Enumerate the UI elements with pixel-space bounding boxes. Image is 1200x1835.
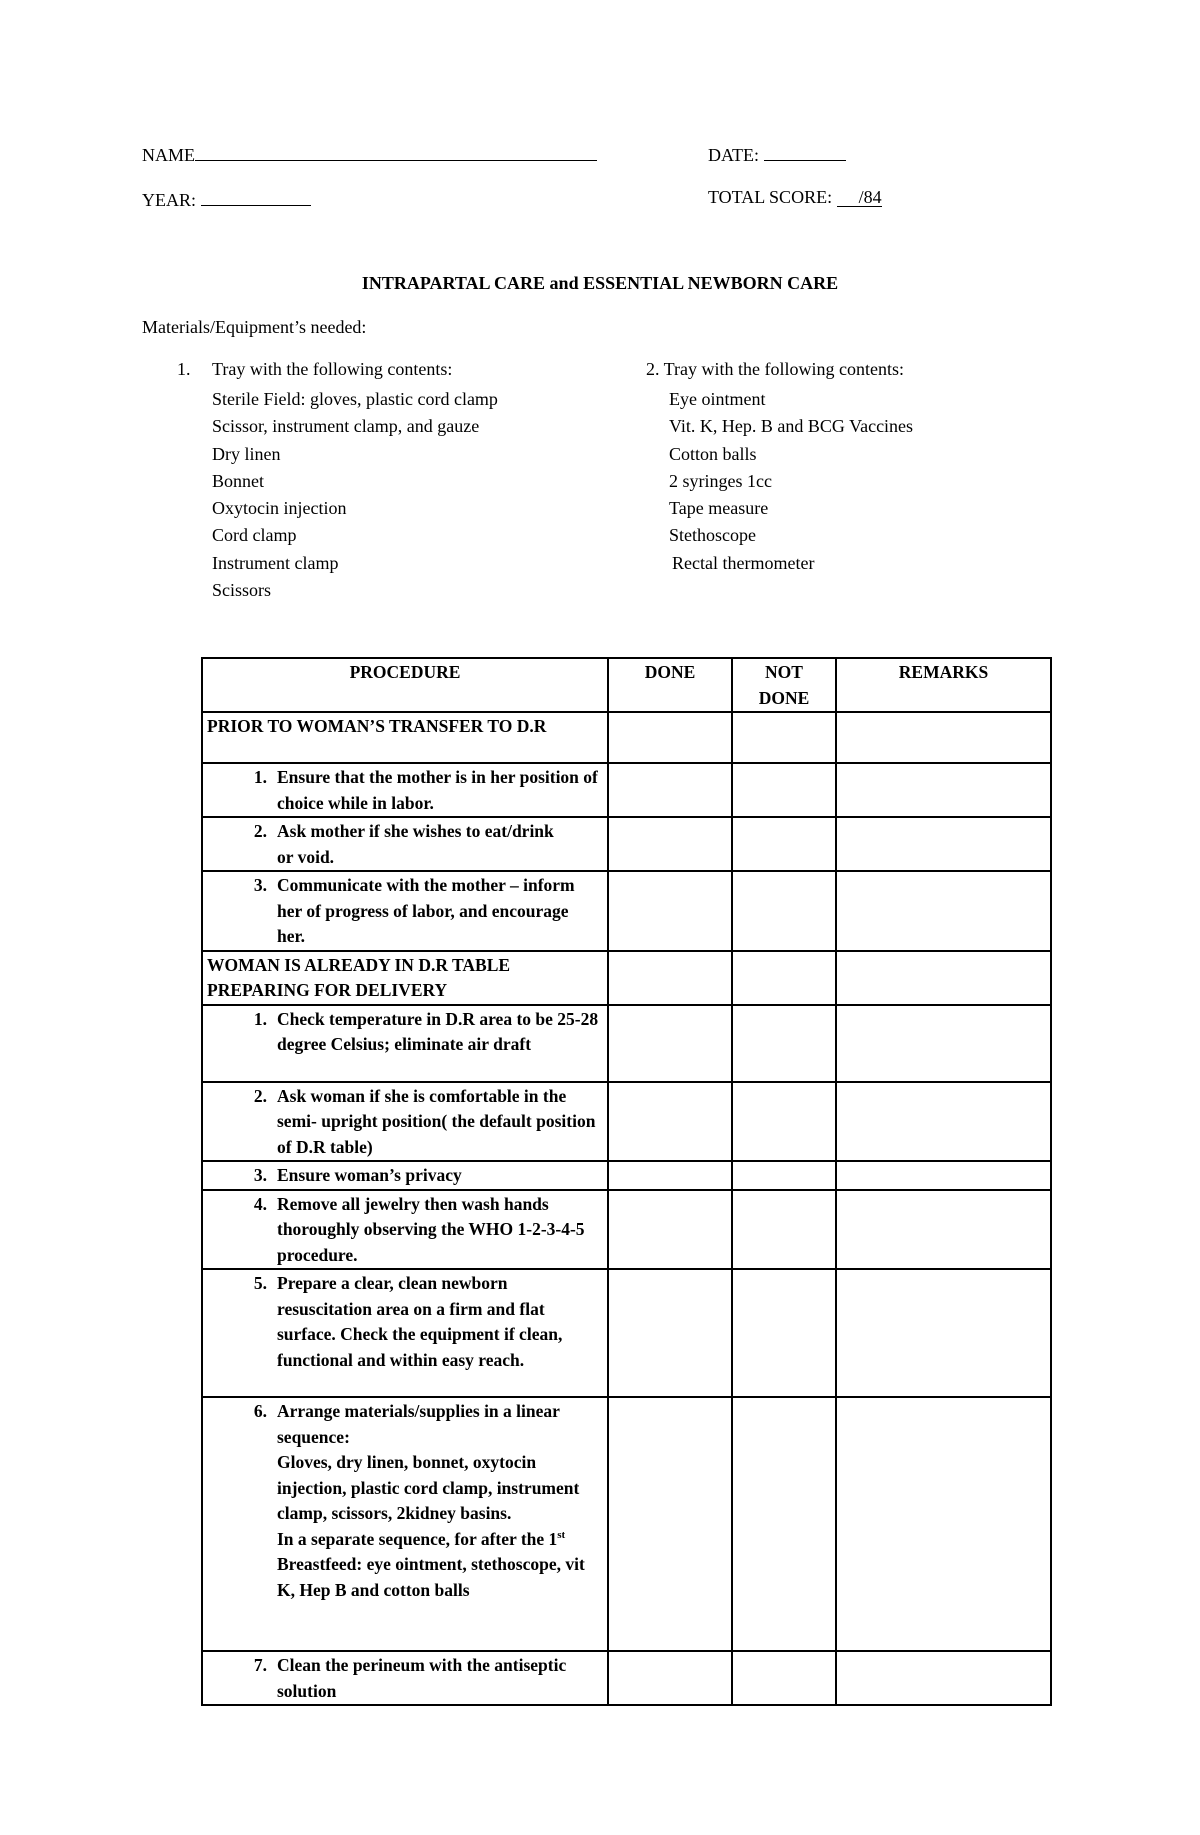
- list-item: Cotton balls: [669, 443, 757, 464]
- date-label: DATE:: [708, 145, 759, 165]
- step-number: 7.: [253, 1655, 267, 1675]
- not-done-cell[interactable]: [732, 1161, 836, 1190]
- not-done-cell[interactable]: [732, 1651, 836, 1705]
- step-number: 2.: [253, 821, 267, 841]
- table-header-row: [202, 658, 1051, 712]
- tray2-heading: 2. Tray with the following contents:: [646, 359, 904, 379]
- done-cell[interactable]: [608, 1190, 732, 1270]
- materials-heading: Materials/Equipment’s needed:: [142, 317, 367, 337]
- list-item: Dry linen: [212, 443, 281, 464]
- remarks-cell[interactable]: [836, 1005, 1051, 1082]
- list-item: 2 syringes 1cc: [669, 470, 772, 491]
- list-item: Bonnet: [212, 470, 264, 491]
- done-cell[interactable]: [608, 817, 732, 871]
- table-row: [202, 817, 1051, 871]
- done-cell[interactable]: [608, 1005, 732, 1082]
- remarks-cell[interactable]: [836, 1161, 1051, 1190]
- remarks-cell[interactable]: [836, 1651, 1051, 1705]
- year-field[interactable]: [142, 187, 311, 211]
- remarks-cell[interactable]: [836, 1269, 1051, 1397]
- step-number: 6.: [253, 1401, 267, 1421]
- not-done-cell[interactable]: [732, 1269, 836, 1397]
- table-row: [202, 763, 1051, 817]
- not-done-cell[interactable]: [732, 951, 836, 1005]
- done-cell[interactable]: [608, 1082, 732, 1162]
- step-text-part: Arrange materials/supplies in a linear sequence:: [277, 1401, 560, 1447]
- done-cell[interactable]: [608, 1651, 732, 1705]
- step-text: Remove all jewelry then wash hands thoroughly observing the WHO 1-2-3-4-5 procedure.: [277, 1193, 585, 1265]
- tray1-list: [212, 386, 498, 604]
- not-done-cell[interactable]: [732, 1082, 836, 1162]
- step-number: 5.: [253, 1273, 267, 1293]
- remarks-cell[interactable]: [836, 1397, 1051, 1651]
- step-number: 2.: [253, 1085, 267, 1106]
- header-remarks: REMARKS: [836, 658, 1051, 712]
- name-blank[interactable]: [195, 142, 597, 161]
- section-row: [202, 712, 1051, 763]
- step-number: 3.: [253, 875, 267, 895]
- not-done-cell[interactable]: [732, 712, 836, 763]
- tray2-list: [669, 386, 913, 577]
- tray1-number: 1.: [177, 359, 191, 379]
- total-score-value[interactable]: /84: [837, 188, 882, 207]
- table-row: [202, 1397, 1051, 1651]
- table-row: [202, 1269, 1051, 1397]
- header-procedure: PROCEDURE: [202, 658, 608, 712]
- done-cell[interactable]: [608, 1269, 732, 1397]
- remarks-cell[interactable]: [836, 712, 1051, 763]
- table-row: [202, 871, 1051, 951]
- list-item: Scissor, instrument clamp, and gauze: [212, 416, 480, 437]
- tray1-heading: Tray with the following contents:: [212, 359, 453, 379]
- header-not-done-label: NOT DONE: [758, 662, 810, 708]
- date-blank[interactable]: [764, 142, 846, 161]
- year-blank[interactable]: [201, 187, 311, 206]
- table-row: [202, 1651, 1051, 1705]
- list-item: Stethoscope: [669, 525, 756, 546]
- table-row: [202, 1190, 1051, 1270]
- step-text: Ask mother if she wishes to eat/drink or void.: [277, 821, 554, 867]
- header-done: DONE: [608, 658, 732, 712]
- step-text: [277, 1399, 603, 1603]
- step-text: Ask woman if she is comfortable in the semi- upright position( the default position of D.R table): [277, 1085, 596, 1157]
- section-row: [202, 951, 1051, 1005]
- list-item: Eye ointment: [669, 389, 766, 409]
- step-text-part: Gloves, dry linen, bonnet, oxytocin injection, plastic cord clamp, instrument clamp, scissors, 2kidney basins.: [277, 1452, 580, 1523]
- list-item: Scissors: [212, 580, 272, 601]
- remarks-cell[interactable]: [836, 951, 1051, 1005]
- step-text-part: In a separate sequence, for after the 1: [277, 1528, 558, 1549]
- step-text: Prepare a clear, clean newborn resuscitation area on a firm and flat surface. Check the equipment if clean, functional and within easy reach.: [277, 1273, 563, 1370]
- done-cell[interactable]: [608, 871, 732, 951]
- table-row: [202, 1161, 1051, 1190]
- step-number: 4.: [253, 1193, 267, 1214]
- not-done-cell[interactable]: [732, 871, 836, 951]
- table-row: [202, 1082, 1051, 1162]
- remarks-cell[interactable]: [836, 871, 1051, 951]
- step-text: Check temperature in D.R area to be 25-28 degree Celsius; eliminate air draft: [277, 1008, 599, 1054]
- step-text: Clean the perineum with the antiseptic solution: [277, 1655, 567, 1701]
- step-text: Ensure woman’s privacy: [277, 1165, 462, 1185]
- not-done-cell[interactable]: [732, 1190, 836, 1270]
- remarks-cell[interactable]: [836, 1082, 1051, 1162]
- step-number: 3.: [253, 1165, 267, 1185]
- list-item: Oxytocin injection: [212, 498, 347, 519]
- name-label: NAME: [142, 145, 195, 165]
- year-label: YEAR:: [142, 190, 196, 210]
- table-row: [202, 1005, 1051, 1082]
- superscript: st: [557, 1528, 566, 1541]
- list-item: Sterile Field: gloves, plastic cord clamp: [212, 389, 498, 409]
- date-field[interactable]: [708, 142, 846, 166]
- not-done-cell[interactable]: [732, 763, 836, 817]
- done-cell[interactable]: [608, 1161, 732, 1190]
- total-score-field[interactable]: [708, 187, 882, 208]
- list-item: Vit. K, Hep. B and BCG Vaccines: [669, 416, 914, 437]
- done-cell[interactable]: [608, 712, 732, 763]
- step-text-part: Breastfeed: eye ointment, stethoscope, vit K, Hep B and cotton balls: [277, 1554, 585, 1600]
- step-number: 1.: [253, 1008, 267, 1029]
- not-done-cell[interactable]: [732, 817, 836, 871]
- list-item: Cord clamp: [212, 525, 297, 546]
- step-number: 1.: [253, 767, 267, 787]
- section-heading: WOMAN IS ALREADY IN D.R TABLE PREPARING FOR DELIVERY: [202, 951, 608, 1005]
- done-cell[interactable]: [608, 1397, 732, 1651]
- remarks-cell[interactable]: [836, 1190, 1051, 1270]
- not-done-cell[interactable]: [732, 1005, 836, 1082]
- procedure-table: [201, 657, 1052, 1706]
- remarks-cell[interactable]: [836, 763, 1051, 817]
- section-heading: PRIOR TO WOMAN’S TRANSFER TO D.R: [202, 712, 608, 763]
- header-not-done: [732, 658, 836, 712]
- document-title: INTRAPARTAL CARE and ESSENTIAL NEWBORN CARE: [361, 273, 839, 293]
- list-item: Rectal thermometer: [672, 552, 815, 573]
- done-cell[interactable]: [608, 951, 732, 1005]
- list-item: Instrument clamp: [212, 552, 339, 573]
- step-text: Ensure that the mother is in her position of choice while in labor.: [277, 767, 598, 813]
- not-done-cell[interactable]: [732, 1397, 836, 1651]
- total-score-label: TOTAL SCORE:: [708, 187, 833, 207]
- step-text: Communicate with the mother – inform her of progress of labor, and encourage her.: [277, 875, 575, 946]
- done-cell[interactable]: [608, 763, 732, 817]
- remarks-cell[interactable]: [836, 817, 1051, 871]
- list-item: Tape measure: [669, 498, 769, 519]
- name-field[interactable]: [142, 142, 597, 166]
